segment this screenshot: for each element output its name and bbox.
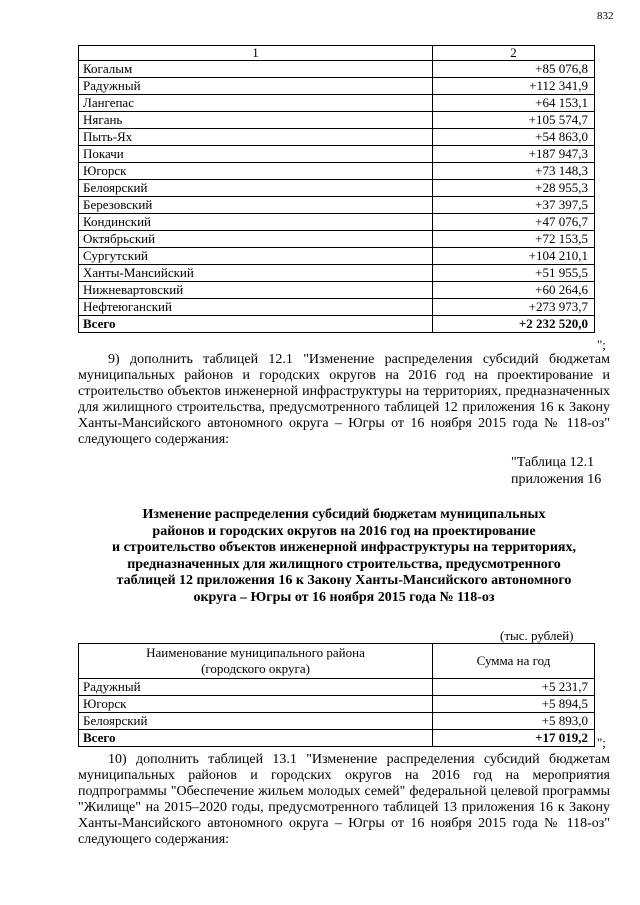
table-row [79, 61, 595, 78]
amount: +28 955,3 [433, 180, 595, 197]
table-row [79, 163, 595, 180]
table-row [79, 679, 595, 696]
municipality-name: Пыть-Ях [79, 129, 433, 146]
municipality-name: Покачи [79, 146, 433, 163]
table-row [79, 180, 595, 197]
table-row [79, 713, 595, 730]
paragraph-10 [78, 752, 610, 848]
municipality-name: Радужный [79, 679, 433, 696]
title-line: районов и городских округов на 2016 год на проектирование [152, 523, 536, 539]
municipality-name: Березовский [79, 197, 433, 214]
amount: +104 210,1 [433, 248, 595, 265]
title-line: Изменение распределения субсидий бюджетам муниципальных [142, 507, 546, 522]
municipality-name: Радужный [79, 78, 433, 95]
amount: +5 894,5 [433, 696, 595, 713]
amount: +72 153,5 [433, 231, 595, 248]
column-number-1: 1 [79, 46, 433, 61]
municipality-name: Нижневартовский [79, 282, 433, 299]
table-caption-line1: "Таблица 12.1 [511, 455, 595, 470]
municipality-name: Когалым [79, 61, 433, 78]
municipality-name: Ханты-Мансийский [79, 265, 433, 282]
municipality-name: Нягань [79, 112, 433, 129]
total-amount: +2 232 520,0 [433, 316, 595, 333]
municipality-name: Октябрьский [79, 231, 433, 248]
amount: +273 973,7 [433, 299, 595, 316]
amount: +5 231,7 [433, 679, 595, 696]
closing-quote: "; [597, 337, 606, 352]
table-row [79, 231, 595, 248]
table-row [79, 696, 595, 713]
paragraph-10-text: 10) дополнить таблицей 13.1 "Изменение распределения субсидий бюджетам муниципальных районов и городских округов на 2016 год на мероприятия подпрограммы "Обеспечение жильем молодых семей" федеральной целевой программы "Жилище" на 2015–2020 годы, предусмотренного таблицей 13 приложения 16 к Закону Ханты-Мансийского автономного округа – Югры от 16 ноября 2015 года № 118-оз" следующего содержания: [78, 752, 610, 847]
amount: +112 341,9 [433, 78, 595, 95]
table-header-row [79, 644, 595, 679]
unit-label: (тыс. рублей) [500, 628, 574, 643]
column-number-2: 2 [433, 46, 595, 61]
amount: +5 893,0 [433, 713, 595, 730]
table-row [79, 299, 595, 316]
amount: +105 574,7 [433, 112, 595, 129]
municipality-name: Кондинский [79, 214, 433, 231]
municipality-name: Нефтеюганский [79, 299, 433, 316]
table-row [79, 129, 595, 146]
amount: +60 264,6 [433, 282, 595, 299]
header-sum: Сумма на год [433, 644, 595, 679]
municipality-name: Белоярский [79, 713, 433, 730]
table-caption-line2: приложения 16 [511, 472, 602, 487]
table-row [79, 214, 595, 231]
table-row [79, 282, 595, 299]
paragraph-9 [78, 352, 610, 448]
municipality-name: Югорск [79, 696, 433, 713]
table-row [79, 112, 595, 129]
page-number: 832 [597, 10, 614, 22]
table-row [79, 248, 595, 265]
table-row [79, 146, 595, 163]
table-title [78, 507, 610, 606]
amount: +51 955,5 [433, 265, 595, 282]
amount: +47 076,7 [433, 214, 595, 231]
total-label: Всего [79, 730, 433, 747]
municipality-name: Югорск [79, 163, 433, 180]
subsidy-table-12-1 [78, 643, 595, 747]
header-municipality-line2: (городского округа) [201, 661, 310, 676]
header-municipality-line1: Наименование муниципального района [146, 645, 365, 660]
table-header-row [79, 46, 595, 61]
amount: +73 148,3 [433, 163, 595, 180]
title-line: таблицей 12 приложения 16 к Закону Ханты-Мансийского автономного [116, 573, 572, 588]
municipality-name: Белоярский [79, 180, 433, 197]
amount: +64 153,1 [433, 95, 595, 112]
total-row [79, 316, 595, 333]
table-row [79, 78, 595, 95]
amount: +37 397,5 [433, 197, 595, 214]
title-line: и строительство объектов инженерной инфраструктуры на территориях, [112, 540, 576, 555]
amount: +54 863,0 [433, 129, 595, 146]
total-label: Всего [79, 316, 433, 333]
municipality-name: Лангепас [79, 95, 433, 112]
subsidy-table-continued [78, 45, 595, 333]
table-row [79, 95, 595, 112]
title-line: округа – Югры от 16 ноября 2015 года № 118-оз [193, 589, 495, 605]
table-row [79, 197, 595, 214]
municipality-name: Сургутский [79, 248, 433, 265]
amount: +187 947,3 [433, 146, 595, 163]
table-row [79, 265, 595, 282]
title-line: предназначенных для жилищного строительства, предусмотренного [127, 556, 561, 572]
total-amount: +17 019,2 [433, 730, 595, 747]
paragraph-9-text: 9) дополнить таблицей 12.1 "Изменение распределения субсидий бюджетам муниципальных районов и городских округов на 2016 год на проектирование и строительство объектов инженерной инфраструктуры на территориях, предназначенных для жилищного строительства, предусмотренного таблицей 12 приложения 16 к Закону Ханты-Мансийского автономного округа – Югры от 16 ноября 2015 года № 118-оз" следующего содержания: [78, 352, 610, 447]
closing-quote: "; [597, 735, 606, 750]
amount: +85 076,8 [433, 61, 595, 78]
total-row [79, 730, 595, 747]
header-municipality [79, 644, 433, 679]
